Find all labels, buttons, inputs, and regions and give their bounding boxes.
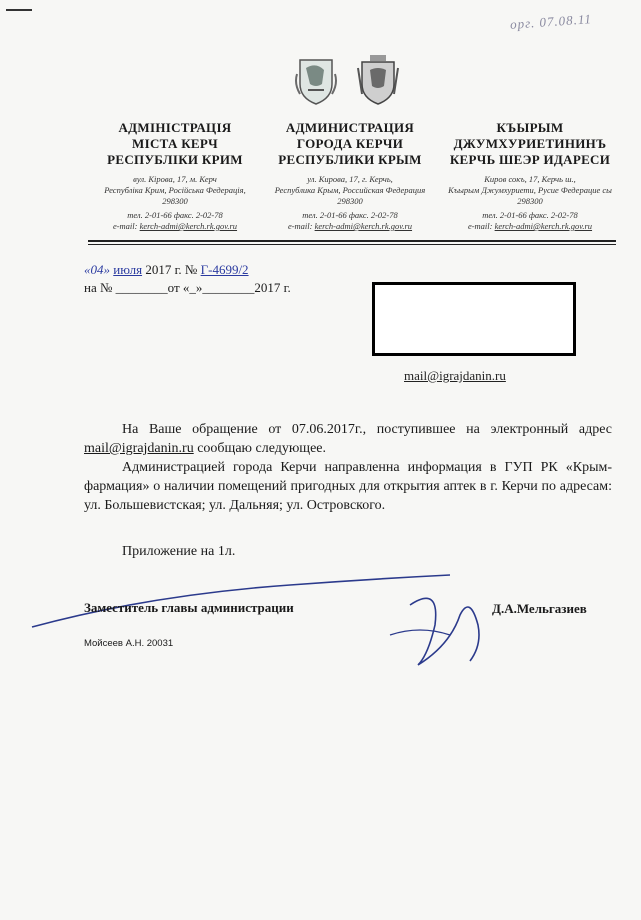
org-name-line: ДЖУМХУРИЕТИНИНЪ (453, 136, 607, 151)
reg-month: июля (113, 262, 143, 277)
letterhead-divider-thin (88, 244, 616, 245)
org-name (255, 120, 445, 168)
body-text: На Ваше обращение от 07.06.2017г., поступившее на электронный адрес (122, 422, 612, 437)
crimea-griffin-emblem-icon (294, 54, 338, 106)
address-line: вул. Кірова, 17, м. Керч (133, 174, 217, 184)
signatory-title: Заместитель главы администрации (84, 600, 294, 615)
letter-body (84, 420, 612, 515)
org-phone: тел. 2-01-66 факс. 2-02-78 (302, 210, 398, 220)
org-name-line: РЕСПУБЛИКИ КРЫМ (278, 152, 422, 167)
attachment-note: Приложение на 1л. (122, 544, 236, 559)
reg-number: Г-4699/2 (200, 262, 249, 277)
reg-day: «04» (84, 262, 110, 277)
email-prefix: e-mail: (112, 221, 140, 231)
address-line: Киров сокъ, 17, Керчь ш., (484, 174, 576, 184)
email-link[interactable]: kerch-admi@kerch.rk.gov.ru (494, 221, 593, 231)
corner-mark (6, 9, 32, 11)
address-line: Къырым Джумхуриети, Русие Федерацие сы (448, 185, 612, 195)
email-link[interactable]: kerch-admi@kerch.rk.gov.ru (139, 221, 238, 231)
address-line: 298300 (517, 196, 543, 206)
address-line: Республика Крым, Российская Федерация (274, 185, 426, 195)
top-handwritten-note: орг. 07.08.11 (509, 11, 593, 32)
letterhead-divider (88, 240, 616, 242)
letterhead-russian (255, 120, 445, 232)
org-phone: тел. 2-01-66 факс. 2-02-78 (127, 210, 223, 220)
letterhead-crimean-tatar (430, 120, 630, 232)
org-name (80, 120, 270, 168)
reg-year: 2017 г. № (145, 262, 198, 277)
org-phone: тел. 2-01-66 факс. 2-02-78 (482, 210, 578, 220)
address-line: 298300 (162, 196, 188, 206)
org-email (430, 221, 630, 232)
body-paragraph (84, 420, 612, 458)
org-email (80, 221, 270, 232)
org-name-line: МІСТА КЕРЧ (132, 136, 218, 151)
address-line: 298300 (337, 196, 363, 206)
org-name-line: ГОРОДА КЕРЧИ (296, 136, 404, 151)
recipient-email[interactable]: mail@igrajdanin.ru (404, 368, 506, 383)
email-prefix: e-mail: (467, 221, 495, 231)
org-name-line: КЪЫРЫМ (496, 120, 564, 135)
body-email-link[interactable]: mail@igrajdanin.ru (84, 441, 194, 456)
signatory-name: Д.А.Мельгазиев (492, 601, 587, 616)
org-address (255, 174, 445, 207)
address-line: ул. Кирова, 17, г. Керчь, (307, 174, 393, 184)
email-prefix: e-mail: (287, 221, 315, 231)
handwritten-signature (30, 565, 500, 675)
org-name-line: РЕСПУБЛІКИ КРИМ (107, 152, 243, 167)
org-name-line: КЕРЧЬ ШЕЭР ИДАРЕСИ (449, 152, 611, 167)
org-name-line: АДМИНИСТРАЦИЯ (285, 120, 415, 135)
reference-line: на № ________от «_»________2017 г. (84, 280, 291, 295)
org-name-line: АДМІНІСТРАЦІЯ (118, 120, 232, 135)
redaction-box (372, 282, 576, 356)
address-line: Республіка Крим, Російська Федерація, (104, 185, 246, 195)
body-paragraph: Администрацией города Керчи направленна информация в ГУП РК «Крым-фармация» о наличии помещений пригодных для открытия аптек в г. Керчи по адресам: ул. Большевистская; ул. Дальняя; ул. Островского. (84, 460, 612, 513)
kerch-coat-of-arms-icon (356, 54, 400, 106)
org-address (430, 174, 630, 207)
org-email (255, 221, 445, 232)
letterhead-ukrainian (80, 120, 270, 232)
org-address (80, 174, 270, 207)
body-text: сообщаю следующее. (193, 441, 327, 456)
registration-line (84, 262, 249, 278)
executor-note: Мойсеев А.Н. 20031 (84, 638, 174, 649)
org-name (430, 120, 630, 168)
email-link[interactable]: kerch-admi@kerch.rk.gov.ru (314, 221, 413, 231)
